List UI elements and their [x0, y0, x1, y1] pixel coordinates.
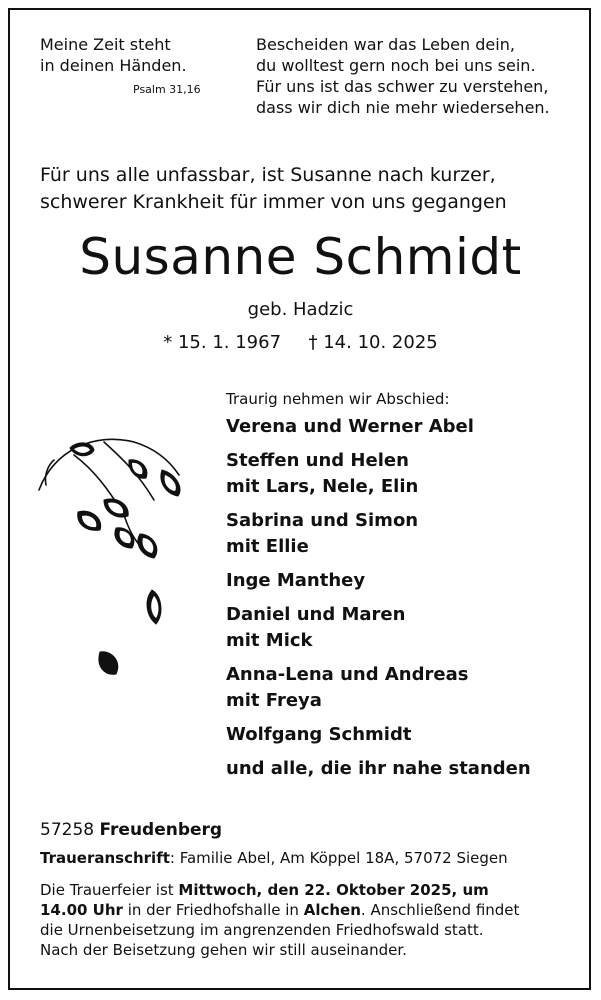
mourner-line: Daniel und Maren — [226, 604, 406, 625]
postal-code: 57258 — [40, 820, 95, 840]
mourner-group — [226, 508, 531, 560]
ceremony-text: Die Trauerfeier ist — [40, 881, 179, 899]
verse-right — [256, 34, 550, 118]
mourner-group — [226, 448, 531, 500]
ceremony-text: . Anschließend findet — [360, 901, 520, 919]
mourning-address — [40, 848, 508, 868]
location-line — [40, 820, 222, 840]
life-dates — [0, 332, 601, 353]
ceremony-line-2 — [40, 900, 519, 920]
intro-line-1: Für uns alle unfassbar, ist Susanne nach kurzer, — [40, 164, 496, 186]
mourner-group — [226, 722, 531, 748]
city-name: Freudenberg — [99, 820, 223, 840]
mourner-line: mit Mick — [226, 630, 313, 651]
verse-right-line-1: Bescheiden war das Leben dein, — [256, 35, 515, 54]
ceremony-date: Mittwoch, den 22. Oktober 2025, um — [178, 881, 489, 899]
ceremony-text: in der Friedhofshalle in — [122, 901, 304, 919]
mourners-list — [226, 390, 531, 790]
mourner-group — [226, 756, 531, 782]
mourner-group — [226, 602, 531, 654]
ceremony-time: 14.00 Uhr — [40, 901, 123, 919]
mourner-line: Wolfgang Schmidt — [226, 724, 412, 745]
verse-right-line-3: Für uns ist das schwer zu verstehen, — [256, 77, 549, 96]
mourner-group — [226, 568, 531, 594]
verse-right-line-2: du wolltest gern noch bei uns sein. — [256, 56, 536, 75]
deceased-name: Susanne Schmidt — [79, 228, 522, 286]
ceremony-place: Alchen — [303, 901, 361, 919]
verse-left-line-2: in deinen Händen. — [40, 56, 187, 75]
mourner-line: mit Freya — [226, 690, 322, 711]
mourner-line: mit Lars, Nele, Elin — [226, 476, 419, 497]
mourner-line: Steffen und Helen — [226, 450, 409, 471]
mourner-line: und alle, die ihr nahe standen — [226, 758, 531, 779]
maiden-name: geb. Hadzic — [247, 299, 354, 320]
verse-right-line-4: dass wir dich nie mehr wiedersehen. — [256, 98, 550, 117]
mourner-line: Anna-Lena und Andreas — [226, 664, 469, 685]
address-text: : Familie Abel, Am Köppel 18A, 57072 Siegen — [169, 849, 508, 867]
intro-text — [40, 162, 507, 216]
ceremony-info — [40, 880, 519, 960]
mourner-line: Inge Manthey — [226, 570, 366, 591]
birth-date: * 15. 1. 1967 — [163, 332, 282, 353]
ceremony-line-4: Nach der Beisetzung gehen wir still auseinander. — [40, 941, 407, 959]
ceremony-line-1 — [40, 880, 519, 900]
leafy-branch-icon — [34, 430, 204, 700]
intro-line-2: schwerer Krankheit für immer von uns gegangen — [40, 191, 507, 213]
mourner-line: Sabrina und Simon — [226, 510, 419, 531]
mourner-group — [226, 662, 531, 714]
psalm-reference: Psalm 31,16 — [133, 83, 201, 96]
mourner-group — [226, 414, 531, 440]
mourners-lead: Traurig nehmen wir Abschied: — [226, 390, 450, 408]
ceremony-line-3: die Urnenbeisetzung im angrenzenden Friedhofswald statt. — [40, 921, 484, 939]
verse-left-line-1: Meine Zeit steht — [40, 35, 171, 54]
mourner-line: Verena und Werner Abel — [226, 416, 474, 437]
death-date: † 14. 10. 2025 — [308, 332, 438, 353]
verse-left — [40, 34, 187, 76]
address-label: Traueranschrift — [40, 849, 170, 867]
mourner-line: mit Ellie — [226, 536, 309, 557]
